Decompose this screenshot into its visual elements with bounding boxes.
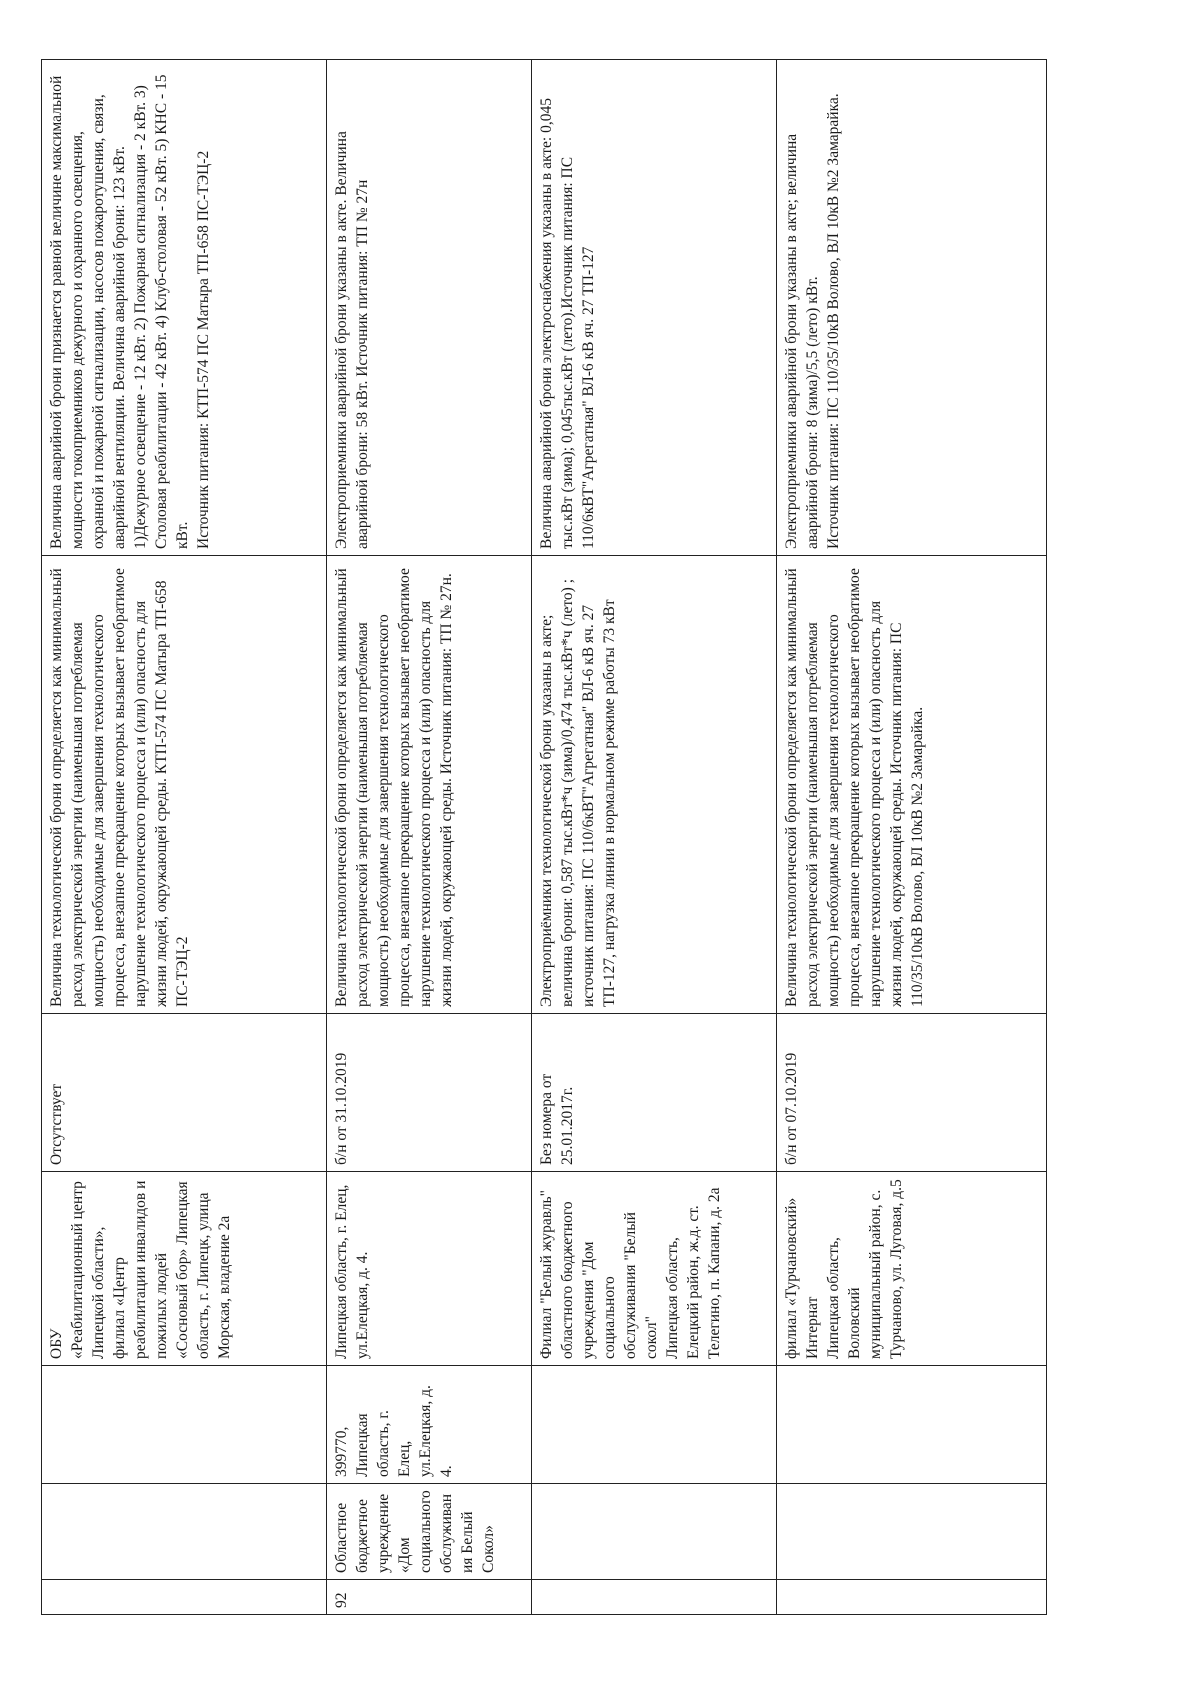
row-number — [777, 1580, 1047, 1615]
row-number — [42, 1580, 327, 1615]
table-row — [42, 60, 327, 1615]
technological-reserve: Величина технологической брони определяется как минимальный расход электрической энергии (наименьшая потребляемая мощность) необходимые для завершения технологического процесса, внезапное прекращение которых вызывает необратимое нарушение технологического процесса и (или) опасность для жизни людей, окружающей среды. Источник питания: ТП № 27н. — [327, 556, 532, 1014]
organization-address — [532, 1366, 777, 1484]
table-row — [532, 60, 777, 1615]
emergency-reserve: Величина аварийной брони электроснабжения указаны в акте: 0,045 тыс.кВт (зима); 0,045тыс.кВт (лето).Источник питания: ПС 110/6кВТ"Агрегатная" ВЛ-6 кВ яч. 27 ТП-127 — [532, 60, 777, 556]
act-reference: Отсутствует — [42, 1014, 327, 1172]
technological-reserve: Величина технологической брони определяется как минимальный расход электрической энергии (наименьшая потребляемая мощность) необходимые для завершения технологического процесса, внезапное прекращение которых вызывает необратимое нарушение технологического процесса и (или) опасность для жизни людей, окружающей среды. Источник питания: ПС 110/35/10кВ Волово, ВЛ 10кВ №2 Замарайка. — [777, 556, 1047, 1014]
organization-address — [777, 1366, 1047, 1484]
row-number: 92 — [327, 1580, 532, 1615]
subdivision-cell: Липецкая область, г. Елец, ул.Елецкая, д. 4. — [327, 1172, 532, 1366]
reservation-table — [41, 59, 1047, 1615]
table-row — [777, 60, 1047, 1615]
subdivision-cell: Филиал "Белый журавль" областного бюджетного учреждения "Дом социального обслуживания "Белый сокол" Липецкая область, Елецкий район, ж.д. ст. Телегино, п. Капани, д. 2а — [532, 1172, 777, 1366]
technological-reserve: Электроприёмники технологической брони указаны в акте; величина брони: 0,587 тыс.кВт*ч (зима)/0,474 тыс.кВт*ч (лето) ; источник питания: ПС 110/6кВТ"Агрегатная" ВЛ-6 кВ яч. 27 ТП-127, нагрузка линии в нормальном режиме работы 73 кВт — [532, 556, 777, 1014]
technological-reserve: Величина технологической брони определяется как минимальный расход электрической энергии (наименьшая потребляемая мощность) необходимые для завершения технологического процесса, внезапное прекращение которых вызывает необратимое нарушение технологического процесса и (или) опасность для жизни людей, окружающей среды. КТП-574 ПС Матыра ТП-658 ПС-ТЭЦ-2 — [42, 556, 327, 1014]
organization-address — [42, 1366, 327, 1484]
organization-name: Областное бюджетное учреждение «Дом социального обслуживания Белый Сокол» — [327, 1484, 532, 1580]
organization-name — [532, 1484, 777, 1580]
emergency-reserve: Электроприемники аварийной брони указаны в акте; величина аварийной брони: 8 (зима)/5,5 (лето) кВт. Источник питания: ПС 110/35/10кВ Волово, ВЛ 10кВ №2 Замарайка. — [777, 60, 1047, 556]
act-reference: Без номера от 25.01.2017г. — [532, 1014, 777, 1172]
act-reference: б/н от 31.10.2019 — [327, 1014, 532, 1172]
table-row — [327, 60, 532, 1615]
rotated-document-page — [41, 60, 1046, 1615]
subdivision-cell: филиал «Турчановский» Интернат Липецкая область, Воловский муниципальный район, с. Турчаново, ул. Луговая, д.5 — [777, 1172, 1047, 1366]
organization-name — [777, 1484, 1047, 1580]
organization-address: 399770, Липецкая область, г. Елец, ул.Елецкая, д. 4. — [327, 1366, 532, 1484]
organization-name — [42, 1484, 327, 1580]
act-reference: б/н от 07.10.2019 — [777, 1014, 1047, 1172]
subdivision-cell: ОБУ «Реабилитационный центр Липецкой области», филиал «Центр реабилитации инвалидов и пожилых людей «Сосновый бор» Липецкая область, г. Липецк, улица Морская, владение 2а — [42, 1172, 327, 1366]
emergency-reserve: Электроприемники аварийной брони указаны в акте. Величина аварийной брони: 58 кВт. Источник питания: ТП № 27н — [327, 60, 532, 556]
emergency-reserve: Величина аварийной брони признается равной величине максимальной мощности токоприемников дежурного и охранного освещения, охранной и пожарной сигнализации, насосов пожаротушения, связи, аварийной вентиляции. Величина аварийной брони: 123 кВт. 1)Дежурное освещение - 12 кВт. 2) Пожарная сигнализация - 2 кВт. 3) Столовая реабилитации - 42 кВт. 4) Клуб-столовая - 52 кВт. 5) КНС - 15 кВт. Источник питания: КТП-574 ПС Матыра ТП-658 ПС-ТЭЦ-2 — [42, 60, 327, 556]
row-number — [532, 1580, 777, 1615]
